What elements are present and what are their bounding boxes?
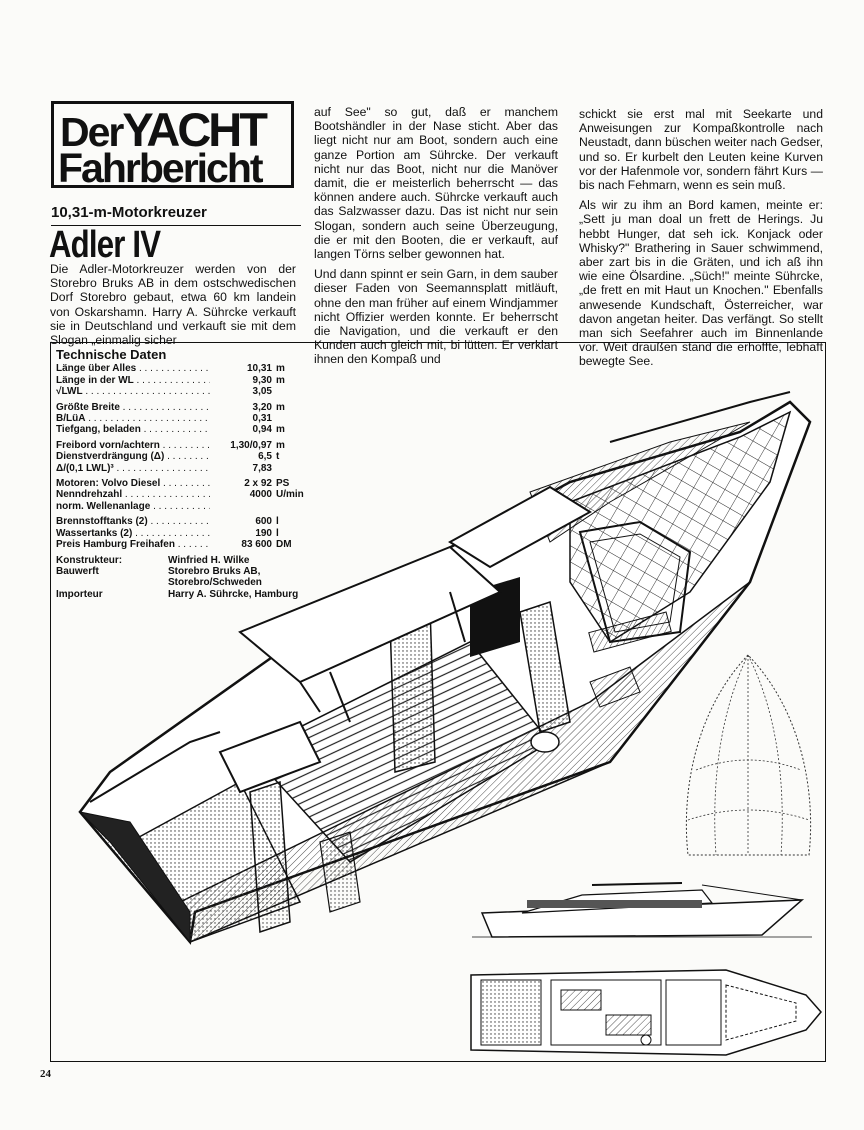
side-profile-drawing bbox=[462, 875, 822, 955]
spec-key: Größte Breite . . . bbox=[56, 402, 210, 413]
page-number: 24 bbox=[40, 1068, 51, 1080]
spec-value: Storebro Bruks AB, bbox=[168, 565, 261, 577]
paragraph: Und dann spinnt er sein Garn, in dem sauber dieser Faden von Seemannsplatt mitläuft, ohne den man früher auf einem Windjammer nicht Offizier werden konnte. Er beherrscht die Navigation, und die verkauft er den Kunden auch gleich mit, bi lütten. Er verklart ihnen den Kompaß und bbox=[314, 267, 558, 367]
spec-value: Harry A. Sührcke, Hamburg bbox=[168, 588, 299, 600]
spec-key: Motoren: Volvo Diesel . . . bbox=[56, 478, 210, 489]
logo-der: Der bbox=[60, 109, 123, 155]
spec-value: 7,83 bbox=[210, 463, 276, 474]
spec-key: Tiefgang, beladen . . . bbox=[56, 424, 210, 435]
spec-value: 6,5 bbox=[210, 451, 276, 462]
spec-key: norm. Wellenanlage . . . bbox=[56, 501, 210, 512]
spec-value: 3,20 bbox=[210, 402, 276, 413]
deck-plan-drawing bbox=[466, 965, 822, 1060]
spec-unit: m bbox=[276, 424, 285, 436]
article-column-3 bbox=[579, 107, 823, 375]
paragraph: schickt sie erst mal mit Seekarte und Anweisungen zur Kompaßkontrolle nach Neustadt, dann büschen weiter nach Gedser, und so. Er kurbelt den Leuten keine Kurven vor der Hafenmole vor, sondern fährt Kurs — bis nach Fehmarn, wenn es sein muß. bbox=[579, 107, 823, 193]
article-subtitle: 10,31-m-Motorkreuzer bbox=[51, 204, 301, 226]
spec-unit: m bbox=[276, 363, 285, 375]
spec-key: Länge über Alles . . . bbox=[56, 363, 210, 374]
spec-key: Δ/(0,1 LWL)³ . . . bbox=[56, 463, 210, 474]
spec-key: Bauwerft bbox=[56, 565, 99, 577]
spec-value: 0,94 bbox=[210, 424, 276, 435]
spec-unit: m bbox=[276, 401, 285, 413]
spec-unit: DM bbox=[276, 539, 292, 551]
spec-unit: PS bbox=[276, 478, 290, 490]
spec-key: √LWL . . . bbox=[56, 386, 210, 397]
spec-value: 83 600 bbox=[210, 539, 276, 550]
spec-unit: m bbox=[276, 439, 285, 451]
spec-key: Freibord vorn/achtern . . . bbox=[56, 440, 210, 451]
article-title: Adler IV bbox=[49, 224, 161, 266]
spec-unit: l bbox=[276, 516, 279, 528]
logo-fahrbericht: Fahrbericht bbox=[58, 145, 262, 191]
specs-heading: Technische Daten bbox=[56, 347, 167, 362]
spec-value: 3,05 bbox=[210, 386, 276, 397]
article-column-1 bbox=[50, 262, 296, 353]
spec-value: 190 bbox=[210, 528, 276, 539]
spec-key: Länge in der WL . . . bbox=[56, 375, 210, 386]
spec-key: Nenndrehzahl . . . bbox=[56, 489, 210, 500]
spec-value: 4000 bbox=[210, 489, 276, 500]
spec-key: B/LüA . . . bbox=[56, 413, 210, 424]
spec-key: Konstrukteur: bbox=[56, 554, 123, 566]
spec-unit: U/min bbox=[276, 489, 304, 501]
spec-key: Wassertanks (2) . . . bbox=[56, 528, 210, 539]
spec-value: 10,31 bbox=[210, 363, 276, 374]
spec-unit: l bbox=[276, 527, 279, 539]
spec-key: Preis Hamburg Freihafen . . . bbox=[56, 539, 210, 550]
spec-value: 600 bbox=[210, 516, 276, 527]
spec-key: Brennstofftanks (2) . . . bbox=[56, 516, 210, 527]
article-column-2 bbox=[314, 105, 558, 373]
paragraph: auf See" so gut, daß er manchem Bootshändler in der Nase sticht. Aber das liegt nicht nur am Boot, sondern auch eine ganze Portion am Sührcke. Der verkauft nicht nur das Boot, nicht nur die Manöver damit, die er meisterlich beherrscht — das können andere auch. Sührcke verkauft auch das Salzwasser dazu. Das ist nicht nur sein Slogan, sondern auch seine Überzeugung, die er mit den Booten, die er verkauft, auf langen Törns selber gewonnen hat. bbox=[314, 105, 558, 262]
spec-key: Dienstverdrängung (Δ) . . . bbox=[56, 451, 210, 462]
spec-key: Importeur bbox=[56, 588, 103, 600]
logo-yacht: YACHT bbox=[122, 103, 265, 156]
spec-value: 0,31 bbox=[210, 413, 276, 424]
spec-value: Winfried H. Wilke bbox=[168, 554, 250, 566]
spec-value: 9,30 bbox=[210, 375, 276, 386]
paragraph: Als wir zu ihm an Bord kamen, meinte er: „Sett ju man doal un frett de Herings. Ju hebbt Hunger, dat seh ick. Konjack oder Whisky?" Brathering in Sauer schwimmend, aber zart bis in die Gräten, und ich aß ihn wie eine Ölsardine. „Süch!" meinte Sührcke, „de frett en mit Haut un Knochen." Ebenfalls anwesende Kundschaft, Österreicher, war davon angetan heiter. Das verfängt. So stellt man sich Seefahrer auch im Binnenlande vor. Weit draußen stand die erhoffte, lebhaft bewegte See. bbox=[579, 198, 823, 369]
spec-value: 2 x 92 bbox=[210, 478, 276, 489]
paragraph: Die Adler-Motorkreuzer werden von der Storebro Bruks AB in dem ostschwedischen Dorf Storebro gebaut, etwa 60 km landein von Oskarshamn. Harry A. Sührcke verkauft sie in Deutschland und verkauft sie mit dem Slogan „einmalig sicher bbox=[50, 262, 296, 348]
spec-unit: m bbox=[276, 374, 285, 386]
spec-value: 1,30/0,97 bbox=[210, 440, 276, 451]
hull-lines-drawing bbox=[676, 650, 821, 860]
spec-value: Storebro/Schweden bbox=[168, 577, 262, 589]
spec-unit: t bbox=[276, 451, 280, 463]
magazine-logo bbox=[51, 101, 294, 191]
